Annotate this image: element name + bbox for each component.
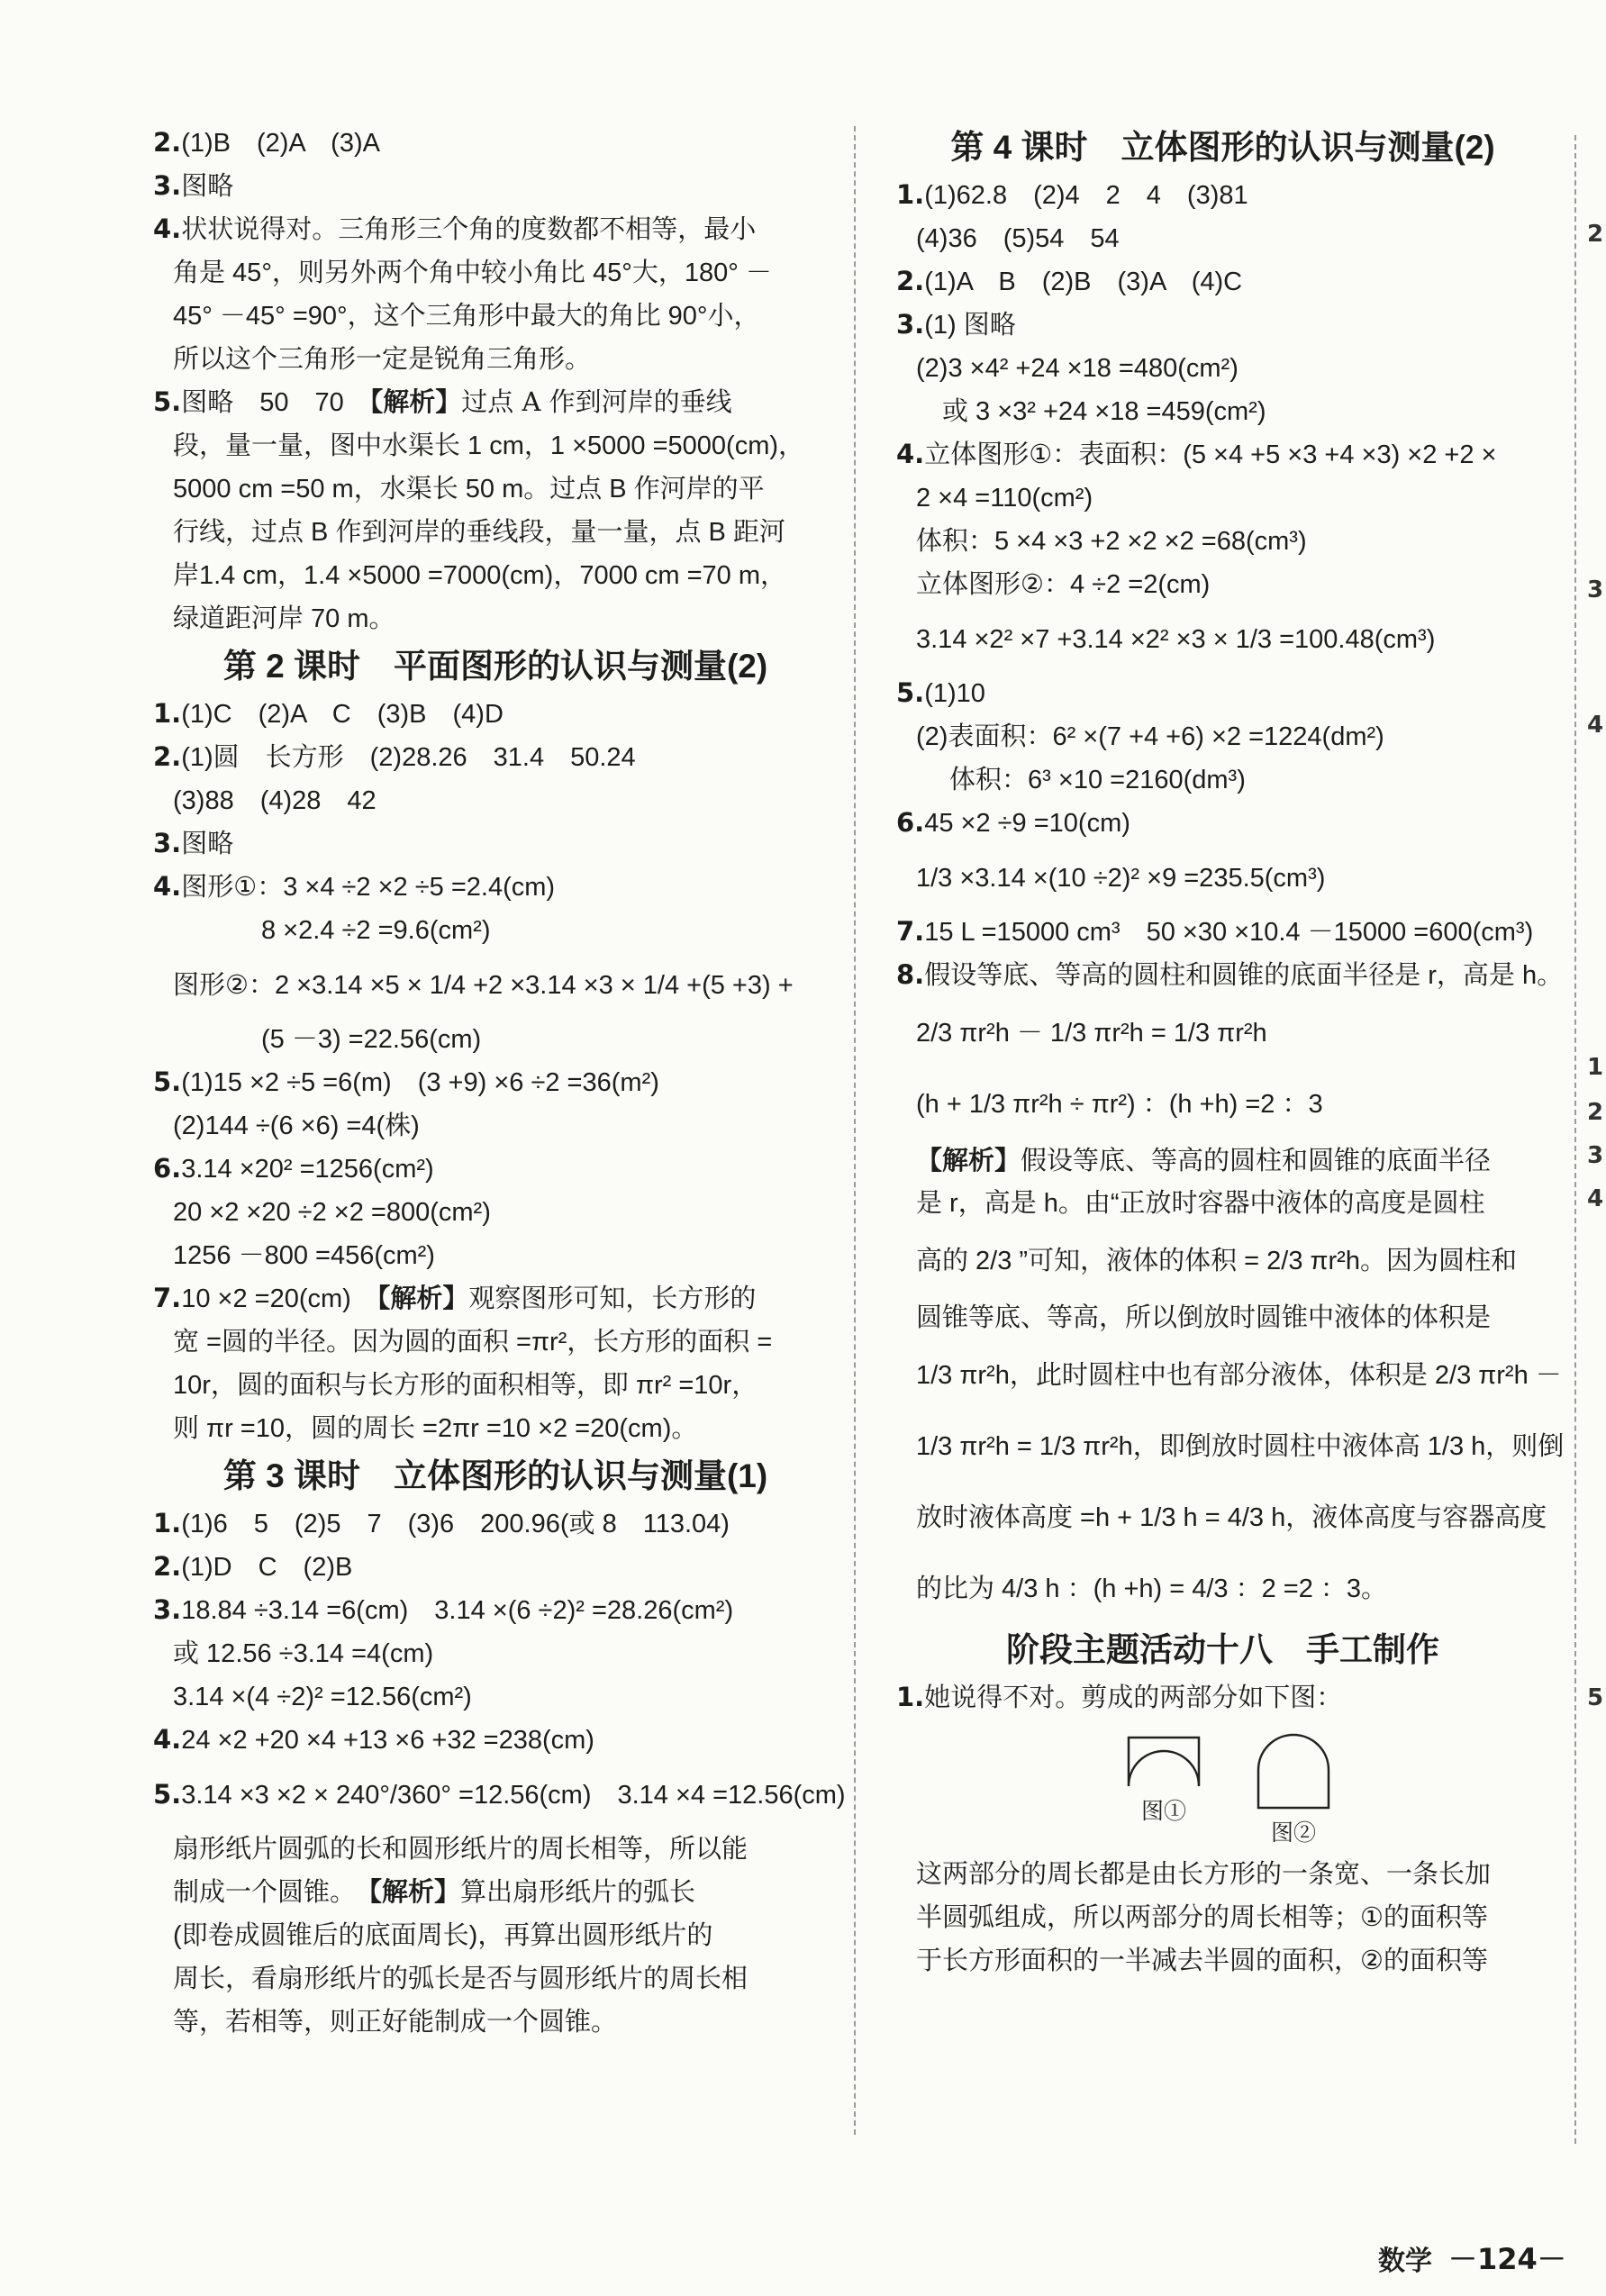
- line-text: 1/3 ×3.14 ×(10 ÷2)² ×9 =235.5(cm³): [916, 864, 1326, 893]
- answer-line: [153, 1762, 846, 1828]
- edge-glyph: 2: [1587, 1099, 1604, 1126]
- answer-line: [153, 597, 838, 640]
- item-number: 4.: [153, 213, 182, 244]
- line-text: 10 ×2 =20(cm): [181, 1284, 377, 1313]
- answer-line: [153, 1061, 838, 1104]
- edge-glyph: 1: [1587, 1054, 1604, 1081]
- answer-line: [896, 672, 1549, 715]
- item-number: 2.: [896, 266, 925, 296]
- answer-line: [153, 1632, 838, 1675]
- line-text: 5000 cm =50 m，水渠长 50 m。过点 B 作河岸的平: [173, 475, 765, 504]
- figure-2-shape: [1256, 1732, 1331, 1810]
- line-text: 20 ×2 ×20 ÷2 ×2 =800(cm²): [173, 1198, 491, 1227]
- answer-line: [896, 390, 1549, 433]
- analysis-tag: 【解析】: [368, 1876, 461, 1907]
- section-heading: [896, 122, 1549, 174]
- section-heading: [153, 1450, 838, 1502]
- item-number: 2.: [153, 741, 182, 772]
- line-text: 第 2 课时 平面图形的认识与测量(2): [222, 648, 768, 685]
- answer-line: [153, 1320, 838, 1364]
- line-text: 宽 =圆的半径。因为圆的面积 =πr²，长方形的面积 =: [173, 1328, 773, 1357]
- line-text: 3.14 ×(4 ÷2)² =12.56(cm²): [173, 1683, 472, 1711]
- answer-line: [896, 911, 1549, 954]
- line-text: 10r，圆的面积与长方形的面积相等，即 πr² =10r，: [173, 1371, 758, 1400]
- answer-line: [896, 1853, 1549, 1896]
- line-text: (2)表面积：6² ×(7 +4 +6) ×2 =1224(dm²): [916, 722, 1384, 751]
- answer-line: [153, 554, 838, 597]
- figure-2-label: 图②: [1270, 1820, 1316, 1846]
- item-number: 7.: [896, 916, 925, 947]
- line-text: (h + 1/3 πr²h ÷ πr²) ：(h +h) =2 ：3: [916, 1090, 1323, 1119]
- line-text: 8 ×2.4 ÷2 =9.6(cm²): [261, 916, 491, 945]
- answer-line: [896, 476, 1549, 520]
- line-text: 3.14 ×3 ×2 × 240°/360° =12.56(cm) 3.14 ×4 =12.56(cm): [181, 1781, 846, 1810]
- item-number: 7.: [153, 1283, 182, 1313]
- line-text: 岸1.4 cm，1.4 ×5000 =7000(cm)，7000 cm =70 m，: [173, 561, 787, 590]
- answer-line: [153, 1277, 838, 1320]
- answer-line: [896, 758, 1549, 802]
- answer-line: [153, 1589, 838, 1632]
- line-text: 状状说得对。三角形三个角的度数都不相等，最小: [181, 215, 757, 244]
- item-number: 2.: [153, 127, 182, 158]
- answer-line: [153, 295, 838, 338]
- footer-subject: 数学: [1378, 2246, 1432, 2277]
- line-text: (即卷成圆锥后的底面周长)，再算出圆形纸片的: [173, 1921, 713, 1950]
- answer-line: [896, 954, 1564, 997]
- line-text: (1)圆 长方形 (2)28.26 31.4 50.24: [181, 743, 636, 772]
- line-text: (2)3 ×4² +24 ×18 =480(cm²): [916, 354, 1239, 383]
- line-text: 15 L =15000 cm³ 50 ×30 ×10.4 －15000 =600(cm³): [924, 918, 1534, 947]
- line-text: 周长，看扇形纸片的弧长是否与圆形纸片的周长相: [173, 1965, 749, 1993]
- right-edge-divider: [1574, 135, 1576, 2144]
- line-text: 所以这个三角形一定是锐角三角形。: [173, 345, 592, 374]
- answer-line: [153, 1719, 838, 1762]
- line-text: 第 4 课时 立体图形的认识与测量(2): [950, 129, 1495, 166]
- item-number: 1.: [896, 1682, 925, 1712]
- line-text: 行线，过点 B 作到河岸的垂线段，量一量，点 B 距河: [173, 518, 785, 547]
- item-number: 5.: [153, 1066, 182, 1097]
- edge-glyph: 2: [1587, 221, 1604, 248]
- line-text: 高的 2/3 ”可知，液体的体积 = 2/3 πr²h。因为圆柱和: [916, 1247, 1517, 1275]
- answer-line: [153, 381, 838, 424]
- answer-line: [153, 822, 838, 866]
- line-text: 1/3 πr²h = 1/3 πr²h，即倒放时圆柱中液体高 1/3 h，则倒: [916, 1432, 1565, 1461]
- line-text: 1256 －800 =456(cm²): [173, 1241, 435, 1270]
- answer-line: [896, 802, 1549, 845]
- answer-line: [153, 338, 838, 381]
- answer-line: [896, 304, 1549, 347]
- answer-line: [896, 1339, 1562, 1411]
- item-number: 3.: [153, 170, 182, 201]
- line-text: 立体图形①：表面积：(5 ×4 +5 ×3 +4 ×3) ×2 +2 ×: [924, 440, 1497, 469]
- answer-line: [153, 1828, 838, 1871]
- analysis-tag: 【解析】: [369, 386, 462, 417]
- answer-line: [153, 1871, 838, 1914]
- answer-line: [153, 511, 838, 554]
- edge-glyph: 3: [1587, 1142, 1604, 1169]
- line-text: 放时液体高度 =h + 1/3 h = 4/3 h，液体高度与容器高度: [916, 1503, 1547, 1532]
- line-text: 阶段主题活动十八 手工制作: [1006, 1631, 1439, 1668]
- line-text: (5 －3) =22.56(cm): [261, 1025, 482, 1054]
- line-text: 图略 50 70: [181, 388, 370, 417]
- answer-line: [153, 736, 838, 779]
- line-text: (1)15 ×2 ÷5 =6(m) (3 +9) ×6 ÷2 =36(m²): [181, 1068, 659, 1097]
- answer-line: [153, 424, 838, 467]
- line-text: 图略: [181, 172, 234, 201]
- analysis-tag: 【解析】: [377, 1283, 469, 1313]
- answer-line: [153, 2001, 838, 2044]
- line-text: 的比为 4/3 h ：(h +h) = 4/3 ：2 =2 ：3。: [916, 1575, 1388, 1603]
- answer-line: [896, 1482, 1549, 1553]
- line-text: 第 3 课时 立体图形的认识与测量(1): [222, 1457, 768, 1494]
- line-text: (3)88 (4)28 42: [173, 786, 377, 815]
- answer-line: [153, 779, 838, 822]
- item-number: 3.: [896, 309, 925, 340]
- line-text: 1/3 πr²h，此时圆柱中也有部分液体，体积是 2/3 πr²h －: [916, 1361, 1562, 1390]
- answer-line: [153, 1148, 838, 1191]
- line-text: 或 12.56 ÷3.14 =4(cm): [173, 1639, 434, 1668]
- answer-line: [896, 1676, 1549, 1720]
- section-heading: [153, 640, 838, 693]
- item-number: 1.: [153, 1508, 182, 1538]
- section-heading: [896, 1624, 1549, 1676]
- answer-line: [153, 1234, 838, 1277]
- answer-line: [153, 1018, 838, 1061]
- line-text: 圆锥等底、等高，所以倒放时圆锥中液体的体积是: [916, 1303, 1492, 1332]
- line-text: (1) 图略: [924, 311, 1016, 340]
- line-text: 体积：6³ ×10 =2160(dm³): [916, 766, 1246, 794]
- line-text: 假设等底、等高的圆柱和圆锥的底面半径是 r，高是 h。: [924, 961, 1564, 990]
- answer-line: [153, 1502, 838, 1546]
- line-text: (1)6 5 (2)5 7 (3)6 200.96(或 8 113.04): [181, 1510, 730, 1538]
- line-text: 体积：5 ×4 ×3 +2 ×2 ×2 =68(cm³): [916, 527, 1307, 556]
- item-number: 4.: [896, 439, 925, 469]
- page-number: －124－: [1448, 2242, 1566, 2276]
- answer-line: [153, 952, 838, 1018]
- line-text: 等，若相等，则正好能制成一个圆锥。: [173, 2008, 618, 2037]
- item-number: 1.: [153, 698, 182, 729]
- line-text: 3.14 ×2² ×7 +3.14 ×2² ×3 × 1/3 =100.48(cm³): [916, 625, 1436, 654]
- answer-line: [153, 122, 838, 165]
- line-text: 半圆弧组成，所以两部分的周长相等；①的面积等: [916, 1903, 1488, 1932]
- answer-line: [896, 715, 1549, 758]
- line-text: 3.14 ×20² =1256(cm²): [181, 1155, 434, 1184]
- answer-line: [896, 1553, 1549, 1624]
- analysis-tag: 【解析】: [916, 1145, 1021, 1175]
- line-text: 45° －45° =90°，这个三角形中最大的角比 90°小，: [173, 302, 760, 331]
- item-number: 5.: [153, 1779, 182, 1810]
- line-text: 则 πr =10，圆的周长 =2πr =10 ×2 =20(cm)。: [173, 1414, 698, 1443]
- line-text: 过点 A 作到河岸的垂线: [461, 386, 732, 417]
- answer-line: [153, 1407, 838, 1450]
- answer-line: [896, 845, 1549, 911]
- answer-line: [153, 251, 838, 295]
- line-text: (1)62.8 (2)4 2 4 (3)81: [924, 181, 1248, 210]
- answer-line: [153, 1191, 838, 1234]
- answer-line: [153, 1546, 838, 1589]
- answer-line: [153, 693, 838, 736]
- answer-line: [153, 1914, 838, 1957]
- answer-line: [896, 1896, 1549, 1939]
- answer-line: [896, 260, 1549, 304]
- item-number: 4.: [153, 1724, 182, 1755]
- column-divider: [854, 126, 856, 2135]
- answer-line: [896, 1939, 1549, 1983]
- edge-glyph: 4: [1587, 712, 1604, 739]
- answer-line: [153, 467, 838, 511]
- item-number: 1.: [896, 179, 925, 210]
- line-text: 图略: [181, 830, 234, 858]
- line-text: (4)36 (5)54 54: [916, 224, 1120, 253]
- line-text: 或 3 ×3² +24 ×18 =459(cm²): [916, 397, 1266, 426]
- answer-line: [896, 997, 1549, 1068]
- line-text: 制成一个圆锥。: [173, 1878, 369, 1907]
- answer-line: [896, 1068, 1549, 1139]
- line-text: 图形①：3 ×4 ÷2 ×2 ÷5 =2.4(cm): [181, 873, 556, 902]
- answer-line: [896, 347, 1549, 390]
- line-text: 24 ×2 +20 ×4 +13 ×6 +32 =238(cm): [181, 1726, 594, 1755]
- answer-line: [153, 1675, 838, 1719]
- answer-line: [896, 1411, 1565, 1482]
- line-text: 假设等底、等高的圆柱和圆锥的底面半径: [1021, 1145, 1492, 1175]
- figure-row: [1126, 1732, 1549, 1847]
- figure-1-label: 图①: [1140, 1798, 1186, 1824]
- answer-line: [896, 217, 1549, 260]
- answer-line: [896, 1296, 1549, 1339]
- answer-line: [896, 520, 1549, 563]
- line-text: 观察图形可知，长方形的: [468, 1283, 757, 1313]
- answer-line: [153, 866, 838, 909]
- line-text: 绿道距河岸 70 m。: [173, 604, 395, 633]
- answer-line: [896, 433, 1549, 476]
- line-text: 角是 45°，则另外两个角中较小角比 45°大，180° －: [173, 259, 772, 287]
- answer-line: [896, 606, 1549, 672]
- item-number: 6.: [896, 807, 925, 838]
- item-number: 5.: [153, 386, 182, 417]
- item-number: 3.: [153, 828, 182, 858]
- line-text: 算出扇形纸片的弧长: [460, 1876, 696, 1907]
- edge-glyph: 5: [1587, 1684, 1604, 1711]
- line-text: 这两部分的周长都是由长方形的一条宽、一条长加: [916, 1860, 1492, 1889]
- answer-line: [896, 1182, 1549, 1225]
- item-number: 5.: [896, 677, 925, 708]
- line-text: (1)B (2)A (3)A: [181, 129, 380, 158]
- answer-line: [896, 1139, 1549, 1182]
- edge-glyph: 4: [1587, 1185, 1604, 1212]
- answer-line: [153, 208, 838, 251]
- line-text: 18.84 ÷3.14 =6(cm) 3.14 ×(6 ÷2)² =28.26(cm²): [181, 1596, 734, 1625]
- item-number: 4.: [153, 871, 182, 902]
- line-text: 扇形纸片圆弧的长和圆形纸片的周长相等，所以能: [173, 1835, 749, 1864]
- answer-line: [896, 174, 1549, 217]
- line-text: (1)A B (2)B (3)A (4)C: [924, 268, 1243, 296]
- line-text: 她说得不对。剪成的两部分如下图：: [924, 1683, 1343, 1712]
- answer-line: [896, 563, 1549, 606]
- line-text: 立体图形②：4 ÷2 =2(cm): [916, 570, 1211, 599]
- item-number: 8.: [896, 959, 925, 990]
- answer-line: [896, 1225, 1549, 1296]
- line-text: 2 ×4 =110(cm²): [916, 484, 1093, 513]
- figure-1-shape: [1126, 1732, 1202, 1788]
- line-text: 于长方形面积的一半减去半圆的面积，②的面积等: [916, 1947, 1488, 1975]
- line-text: (2)144 ÷(6 ×6) =4(株): [173, 1112, 420, 1140]
- answer-line: [153, 1957, 838, 2001]
- line-text: 2/3 πr²h － 1/3 πr²h = 1/3 πr²h: [916, 1019, 1267, 1048]
- left-column: [153, 122, 846, 2044]
- edge-glyph: 3: [1587, 576, 1604, 603]
- item-number: 3.: [153, 1594, 182, 1625]
- figure-1: [1126, 1732, 1202, 1847]
- item-number: 2.: [153, 1551, 182, 1582]
- answer-line: [153, 165, 838, 208]
- line-text: 45 ×2 ÷9 =10(cm): [924, 809, 1130, 838]
- line-text: 段，量一量，图中水渠长 1 cm，1 ×5000 =5000(cm)，: [173, 431, 805, 460]
- line-text: 是 r，高是 h。由“正放时容器中液体的高度是圆柱: [916, 1189, 1485, 1218]
- line-text: (1)C (2)A C (3)B (4)D: [181, 700, 504, 729]
- figure-2: [1256, 1732, 1331, 1847]
- answer-line: [153, 909, 838, 952]
- item-number: 6.: [153, 1153, 182, 1184]
- right-column: [896, 122, 1565, 1983]
- line-text: (1)10: [924, 679, 985, 708]
- answer-line: [153, 1104, 838, 1148]
- line-text: (1)D C (2)B: [181, 1553, 353, 1582]
- answer-line: [153, 1364, 838, 1407]
- line-text: 图形②：2 ×3.14 ×5 × 1/4 +2 ×3.14 ×3 × 1/4 +(5 +3) +: [173, 971, 794, 1000]
